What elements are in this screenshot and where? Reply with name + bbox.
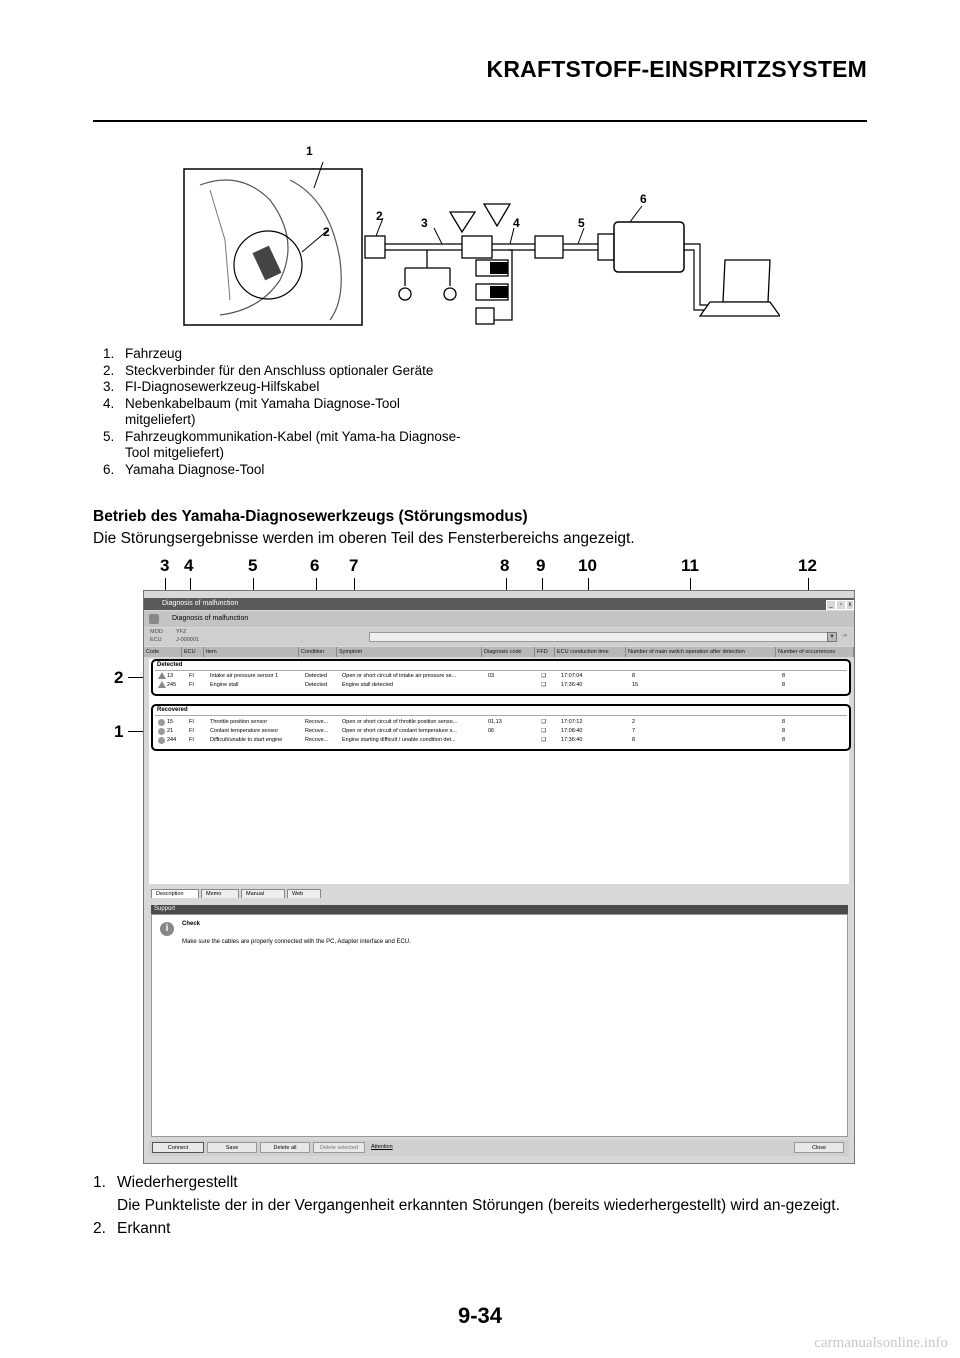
- cell-item: Engine stall: [210, 682, 239, 688]
- cell-ffd[interactable]: ❑: [541, 719, 546, 725]
- callout-8: 8: [500, 556, 510, 575]
- window-title: Diagnosis of malfunction: [162, 600, 239, 607]
- diagram-label-4: 4: [513, 216, 520, 230]
- watermark: carmanualsonline.info: [814, 1335, 948, 1351]
- legend-item: [103, 462, 463, 479]
- arrow-right-icon[interactable]: ->: [842, 633, 848, 639]
- cell-switch: 15: [632, 682, 639, 688]
- tab-description[interactable]: Description: [151, 889, 199, 898]
- cell-switch: 8: [632, 737, 636, 743]
- diagram-label-3: 3: [421, 216, 428, 230]
- cell-ffd[interactable]: ❑: [541, 737, 546, 743]
- table-row[interactable]: [153, 718, 849, 727]
- diagnose-tool-box: [614, 222, 684, 272]
- cell-ecu: FI: [189, 673, 194, 679]
- chevron-down-icon[interactable]: ▼: [827, 632, 837, 642]
- diagram-label-2b: 2: [376, 209, 383, 223]
- cell-symptom: Open or short circuit of coolant temperature s...: [342, 728, 457, 734]
- cell-ecu: FI: [189, 728, 194, 734]
- cell-occurrences: 8: [782, 737, 786, 743]
- callout-12: 12: [798, 556, 817, 575]
- button-bar: [149, 1140, 849, 1156]
- model-value: YFZ: [176, 629, 187, 635]
- ecu-value: J-000001: [176, 637, 199, 643]
- legend-text: FI-Diagnosewerkzeug-Hilfskabel: [125, 379, 320, 394]
- diagnosis-window: [143, 590, 855, 1164]
- list-text: Die Punkteliste der in der Vergangenheit erkannten Störungen (bereits wiederhergestellt) wird an-gezeigt.: [117, 1197, 840, 1214]
- cell-occurrences: 8: [782, 728, 786, 734]
- legend-text: Fahrzeug: [125, 346, 183, 361]
- table-row[interactable]: [153, 736, 849, 745]
- close-button[interactable]: Close: [794, 1142, 844, 1153]
- connect-button[interactable]: Connect: [152, 1142, 204, 1153]
- cell-condition: Detected: [305, 673, 328, 679]
- cell-switch: 7: [632, 728, 636, 734]
- support-message: Make sure the cables are properly connected with the PC, Adapter interface and ECU.: [182, 939, 411, 945]
- results-grid: [149, 659, 849, 884]
- group-divider: [155, 670, 847, 671]
- cell-ffd[interactable]: ❑: [541, 682, 546, 688]
- list-title: Erkannt: [117, 1220, 171, 1237]
- cell-diag-code: 03: [488, 673, 495, 679]
- legend-text: Fahrzeugkommunikation-Kabel (mit Yama-ha Diagnose-Tool mitgeliefert): [125, 428, 461, 460]
- subheader-title: Diagnosis of malfunction: [172, 615, 249, 622]
- minimize-button[interactable]: _: [826, 600, 836, 610]
- diagram-label-6: 6: [640, 192, 647, 206]
- attention-link[interactable]: Attention: [371, 1144, 393, 1150]
- col-main-switch[interactable]: Number of main switch operation after detection: [626, 647, 776, 657]
- col-ecu-conduction-time[interactable]: ECU conduction time: [555, 647, 626, 657]
- cell-ffd[interactable]: ❑: [541, 673, 546, 679]
- col-item[interactable]: Item: [204, 647, 299, 657]
- cell-diag-code: 06: [488, 728, 495, 734]
- list-num: 1.: [93, 1174, 106, 1191]
- cell-code: 244: [167, 737, 177, 743]
- callout-11: 11: [681, 556, 699, 575]
- support-panel: [151, 914, 848, 1137]
- vehicle-info-bar: [144, 628, 854, 646]
- column-header-row: [144, 647, 854, 657]
- status-circle-icon: [158, 728, 165, 735]
- callout-2: 2: [114, 668, 124, 687]
- warning-icon: [158, 672, 166, 679]
- legend-text: Steckverbinder für den Anschluss optionaler Geräte: [125, 362, 434, 378]
- recovered-title: Recovered: [157, 707, 188, 713]
- cell-symptom: Open or short circuit of intake air pressure se...: [342, 673, 457, 679]
- support-check-title: Check: [182, 921, 201, 927]
- legend-num: 6.: [103, 461, 115, 477]
- tab-memo[interactable]: Memo: [201, 889, 239, 898]
- laptop-keyboard: [700, 302, 780, 316]
- list-num: 2.: [93, 1220, 106, 1237]
- recovered-group: [151, 704, 851, 751]
- cell-item: Throttle position sensor: [210, 719, 268, 725]
- list-item: [93, 1217, 873, 1240]
- window-subheader: [144, 611, 854, 627]
- window-titlebar: [144, 598, 854, 610]
- table-row[interactable]: [153, 681, 849, 690]
- cell-condition: Recove...: [305, 728, 329, 734]
- legend-num: 4.: [103, 395, 115, 411]
- support-bar: Support: [151, 905, 848, 914]
- cell-switch: 8: [632, 673, 636, 679]
- callout-explanations: [93, 1171, 873, 1240]
- diagram-label-1: 1: [306, 144, 313, 158]
- legend-num: 1.: [103, 346, 115, 361]
- tab-strip: [149, 888, 849, 898]
- cell-time: 17:36:40: [561, 682, 583, 688]
- legend-item: [103, 346, 463, 363]
- callout-6: 6: [310, 556, 320, 575]
- legend-item: [103, 363, 463, 380]
- delete-all-button[interactable]: Delete all: [260, 1142, 310, 1153]
- page-number: 9-34: [457, 1303, 503, 1328]
- callout-4: 4: [184, 556, 194, 575]
- cell-condition: Detected: [305, 682, 328, 688]
- cell-code: 245: [167, 682, 177, 688]
- callout-1: 1: [114, 722, 124, 741]
- info-icon: i: [160, 922, 174, 936]
- model-label: MOD: [150, 629, 163, 635]
- col-diagnosis-code[interactable]: Diagnosis code: [482, 647, 535, 657]
- cell-condition: Recove...: [305, 737, 329, 743]
- cell-code: 13: [167, 673, 174, 679]
- col-ecu[interactable]: ECU: [182, 647, 204, 657]
- col-ffd[interactable]: FFD: [535, 647, 555, 657]
- group-divider: [155, 715, 847, 716]
- cell-item: Coolant temperature sensor: [210, 728, 279, 734]
- cell-symptom: Engine stall detected: [342, 682, 394, 688]
- cell-symptom: Open or short circuit of throttle position senso...: [342, 719, 458, 725]
- tab-manual[interactable]: Manual: [241, 889, 285, 898]
- delete-selected-button[interactable]: Delete selected: [313, 1142, 365, 1153]
- cell-symptom: Engine starting difficult / unable condition det...: [342, 737, 456, 743]
- connection-diagram: [180, 140, 780, 335]
- legend-item: [103, 396, 463, 429]
- cell-occurrences: 8: [782, 673, 786, 679]
- laptop-screen: [723, 260, 770, 302]
- cell-ecu: FI: [189, 682, 194, 688]
- section-text: Die Störungsergebnisse werden im oberen Teil des Fensterbereichs angezeigt.: [93, 530, 635, 547]
- diagram-label-2a: 2: [323, 225, 330, 239]
- legend-text: Yamaha Diagnose-Tool: [125, 461, 265, 477]
- cell-time: 17:07:12: [561, 719, 583, 725]
- cell-code: 15: [167, 719, 174, 725]
- col-symptom[interactable]: Symptom: [337, 647, 482, 657]
- warning-icon: [158, 681, 166, 688]
- col-occurrences[interactable]: Number of occurrences: [776, 647, 854, 657]
- magnifier-icon: [149, 614, 159, 624]
- header-rule: [93, 120, 867, 122]
- col-condition[interactable]: Condition: [299, 647, 337, 657]
- diagram-label-5: 5: [578, 216, 585, 230]
- status-circle-icon: [158, 719, 165, 726]
- list-title: Wiederhergestellt: [117, 1174, 238, 1191]
- tab-web[interactable]: Web: [287, 889, 321, 898]
- save-button[interactable]: Save: [207, 1142, 257, 1153]
- ecu-select[interactable]: [369, 632, 831, 642]
- callout-5: 5: [248, 556, 258, 575]
- cell-condition: Recove...: [305, 719, 329, 725]
- cell-time: 17:36:40: [561, 737, 583, 743]
- page-title: KRAFTSTOFF-EINSPRITZSYSTEM: [486, 56, 867, 82]
- callout-10: 10: [578, 556, 597, 575]
- table-row[interactable]: [153, 727, 849, 736]
- ecu-label: ECU: [150, 637, 162, 643]
- cell-ffd[interactable]: ❑: [541, 728, 546, 734]
- cell-ecu: FI: [189, 737, 194, 743]
- legend-text: Nebenkabelbaum (mit Yamaha Diagnose-Tool mitgeliefert): [125, 395, 400, 427]
- cell-time: 17:07:04: [561, 673, 583, 679]
- cell-item: Intake air pressure sensor 1: [210, 673, 279, 679]
- status-circle-icon: [158, 737, 165, 744]
- legend-num: 2.: [103, 362, 115, 378]
- cell-ecu: FI: [189, 719, 194, 725]
- callout-3: 3: [160, 556, 170, 575]
- legend-item: [103, 379, 463, 396]
- cell-code: 21: [167, 728, 174, 734]
- col-code[interactable]: Code: [144, 647, 182, 657]
- cell-occurrences: 8: [782, 719, 786, 725]
- cell-time: 17:08:40: [561, 728, 583, 734]
- legend-num: 5.: [103, 428, 115, 444]
- legend-item: [103, 429, 463, 462]
- close-window-button[interactable]: x: [846, 600, 854, 610]
- diagram-legend: [103, 346, 463, 478]
- table-row[interactable]: [153, 672, 849, 681]
- list-item: [93, 1171, 873, 1217]
- callout-7: 7: [349, 556, 359, 575]
- maximize-button[interactable]: ▫: [836, 600, 846, 610]
- callout-9: 9: [536, 556, 546, 575]
- section-heading: Betrieb des Yamaha-Diagnosewerkzeugs (Störungsmodus): [93, 508, 528, 525]
- cell-occurrences: 8: [782, 682, 786, 688]
- cell-diag-code: 01,13: [488, 719, 502, 725]
- cell-item: Difficult/unable to start engine: [210, 737, 283, 743]
- detected-group: [151, 659, 851, 696]
- legend-num: 3.: [103, 379, 115, 394]
- detected-title: Detected: [157, 662, 183, 668]
- cell-switch: 2: [632, 719, 636, 725]
